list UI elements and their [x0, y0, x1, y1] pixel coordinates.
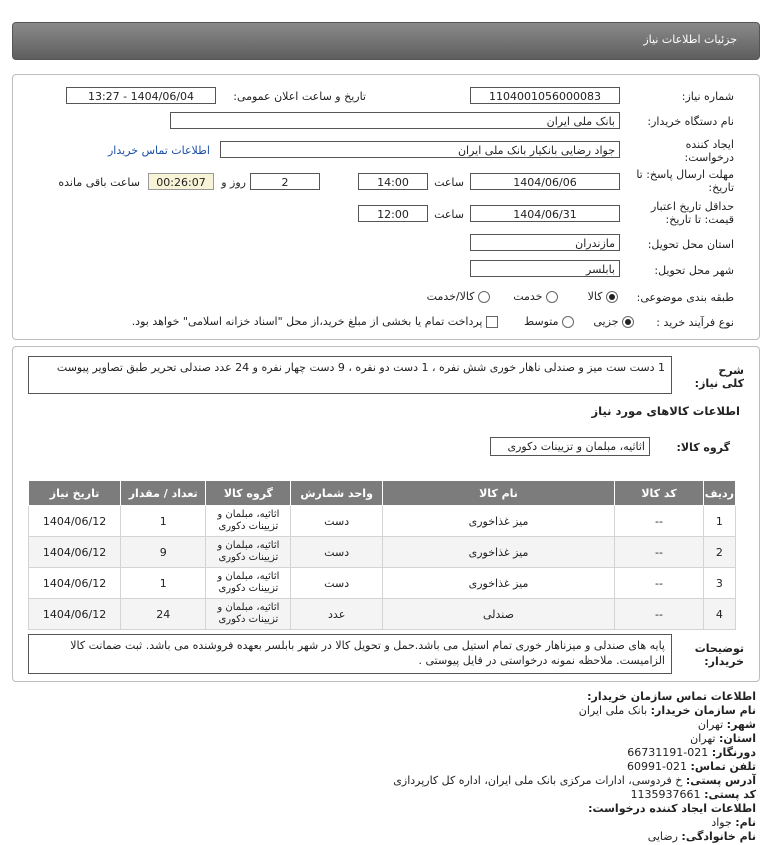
- table-row[interactable]: [29, 537, 736, 568]
- cell-code: --: [615, 506, 704, 537]
- table-row[interactable]: [29, 599, 736, 630]
- announce-field[interactable]: 1404/06/04 - 13:27: [66, 87, 216, 104]
- buyer-org-field[interactable]: بانک ملی ایران: [170, 112, 620, 129]
- cell-unit: دست: [291, 568, 382, 599]
- cell-row: 2: [703, 537, 735, 568]
- cell-row: 3: [703, 568, 735, 599]
- cell-group: اثاثیه، مبلمان و تزیینات دکوری: [206, 568, 291, 599]
- creator-title: اطلاعات ایجاد کننده درخواست:: [588, 802, 756, 815]
- category-option-goods[interactable]: کالا: [588, 290, 618, 303]
- cell-date: 1404/06/12: [29, 568, 121, 599]
- category-option-service[interactable]: خدمت: [513, 290, 558, 303]
- cell-unit: عدد: [291, 599, 382, 630]
- process-label: نوع فرآیند خرید :: [656, 316, 734, 329]
- days-field[interactable]: 2: [250, 173, 320, 190]
- cell-row: 1: [703, 506, 735, 537]
- creator-field[interactable]: جواد رضایی بانکیار بانک ملی ایران: [220, 141, 620, 158]
- cell-group: اثاثیه، مبلمان و تزیینات دکوری: [206, 599, 291, 630]
- send-time-field[interactable]: 14:00: [358, 173, 428, 190]
- cell-name: میز غذاخوری: [382, 537, 614, 568]
- cell-code: --: [615, 568, 704, 599]
- contact-info: [16, 690, 756, 844]
- cell-group: اثاثیه، مبلمان و تزیینات دکوری: [206, 506, 291, 537]
- goods-group-field[interactable]: اثاثیه، مبلمان و تزیینات دکوری: [490, 437, 650, 456]
- cell-date: 1404/06/12: [29, 506, 121, 537]
- need-number-label: شماره نیاز:: [681, 90, 734, 103]
- col-code: کد کالا: [615, 481, 704, 506]
- cell-qty: 9: [121, 537, 206, 568]
- contact-postal: کد پستی: 1135937661: [630, 788, 756, 801]
- summary-box: [28, 356, 672, 394]
- radio-icon[interactable]: [478, 291, 490, 303]
- cell-code: --: [615, 599, 704, 630]
- cell-qty: 24: [121, 599, 206, 630]
- creator-name: نام: جواد: [711, 816, 756, 829]
- province-field[interactable]: مازندران: [470, 234, 620, 251]
- city-label: شهر محل تحویل:: [654, 264, 734, 277]
- province-label: استان محل تحویل:: [647, 238, 734, 251]
- remaining-label: ساعت باقی مانده: [58, 176, 140, 189]
- radio-icon[interactable]: [562, 316, 574, 328]
- process-option-medium[interactable]: متوسط: [524, 315, 574, 328]
- col-unit: واحد شمارش: [291, 481, 382, 506]
- summary-text: 1 دست ست میز و صندلی ناهار خوری شش نفره ، 1 دست دو نفره ، 9 دست چهار نفره و 24 عدد صندلی تحریر طبق تصاویر پیوست: [56, 361, 665, 374]
- col-qty: تعداد / مقدار: [121, 481, 206, 506]
- table-row[interactable]: [29, 568, 736, 599]
- cell-qty: 1: [121, 568, 206, 599]
- contact-fax: دورنگار: 021-66731191: [627, 746, 756, 759]
- cell-group: اثاثیه، مبلمان و تزیینات دکوری: [206, 537, 291, 568]
- validity-time-field[interactable]: 12:00: [358, 205, 428, 222]
- radio-selected-icon[interactable]: [606, 291, 618, 303]
- cell-date: 1404/06/12: [29, 599, 121, 630]
- process-option-minor[interactable]: جزیی: [593, 315, 634, 328]
- creator-label: ایجاد کننده درخواست:: [684, 138, 734, 164]
- cell-name: صندلی: [382, 599, 614, 630]
- goods-table: [28, 480, 736, 630]
- send-deadline-label: مهلت ارسال پاسخ: تا تاریخ:: [636, 168, 734, 194]
- radio-selected-icon[interactable]: [622, 316, 634, 328]
- send-date-field[interactable]: 1404/06/06: [470, 173, 620, 190]
- category-option-both[interactable]: کالا/خدمت: [427, 290, 490, 303]
- payment-note[interactable]: پرداخت تمام یا بخشی از مبلغ خرید،از محل "اسناد خزانه اسلامی" خواهد بود.: [132, 315, 498, 328]
- buyer-notes-text: پایه های صندلی و میزناهار خوری تمام استیل می باشد.حمل و تحویل کالا در شهر بابلسر بعهده فروشنده می باشد. ثبت ضمانت کالا الزامیست. ملاحظه نمونه درخواستی در فایل پیوستی .: [70, 639, 665, 667]
- contact-phone: تلفن تماس: 021-60991: [627, 760, 756, 773]
- cell-qty: 1: [121, 506, 206, 537]
- cell-code: --: [615, 537, 704, 568]
- goods-table-header: [29, 481, 736, 506]
- contact-address: آدرس پستی: خ فردوسی، ادارات مرکزی بانک ملی ایران، اداره کل کارپردازی: [393, 774, 756, 787]
- announce-label: تاریخ و ساعت اعلان عمومی:: [233, 90, 366, 103]
- col-date: تاریخ نیاز: [29, 481, 121, 506]
- need-number-field[interactable]: 1104001056000083: [470, 87, 620, 104]
- contact-org: نام سازمان خریدار: بانک ملی ایران: [578, 704, 756, 717]
- goods-section-title: اطلاعات کالاهای مورد نیاز: [591, 404, 740, 418]
- contact-title: اطلاعات تماس سازمان خریدار:: [587, 690, 756, 703]
- creator-family: نام خانوادگی: رضایی: [647, 830, 756, 843]
- validity-time-label: ساعت: [434, 208, 464, 221]
- cell-name: میز غذاخوری: [382, 506, 614, 537]
- remaining-timer: 00:26:07: [148, 173, 214, 190]
- cell-date: 1404/06/12: [29, 537, 121, 568]
- send-time-label: ساعت: [434, 176, 464, 189]
- page-header: [12, 22, 760, 60]
- cell-row: 4: [703, 599, 735, 630]
- radio-icon[interactable]: [546, 291, 558, 303]
- col-row: ردیف: [703, 481, 735, 506]
- cell-unit: دست: [291, 537, 382, 568]
- contact-province: استان: تهران: [690, 732, 756, 745]
- category-label: طبقه بندی موضوعی:: [636, 291, 734, 304]
- validity-label: حداقل تاریخ اعتبار قیمت: تا تاریخ:: [650, 200, 734, 226]
- contact-city: شهر: تهران: [697, 718, 756, 731]
- buyer-notes-box: [28, 634, 672, 674]
- cell-unit: دست: [291, 506, 382, 537]
- validity-date-field[interactable]: 1404/06/31: [470, 205, 620, 222]
- checkbox-icon[interactable]: [486, 316, 498, 328]
- col-group: گروه کالا: [206, 481, 291, 506]
- goods-group-label: گروه کالا:: [676, 441, 730, 454]
- cell-name: میز غذاخوری: [382, 568, 614, 599]
- city-field[interactable]: بابلسر: [470, 260, 620, 277]
- summary-label: شرح کلی نیاز:: [694, 364, 744, 390]
- buyer-org-label: نام دستگاه خریدار:: [647, 115, 734, 128]
- col-name: نام کالا: [382, 481, 614, 506]
- table-row[interactable]: [29, 506, 736, 537]
- page-title: جزئیات اطلاعات نیاز: [643, 33, 737, 46]
- buyer-notes-label: توضیحات خریدار:: [694, 642, 744, 668]
- days-label: روز و: [221, 176, 246, 189]
- contact-buyer-link[interactable]: اطلاعات تماس خریدار: [108, 144, 210, 157]
